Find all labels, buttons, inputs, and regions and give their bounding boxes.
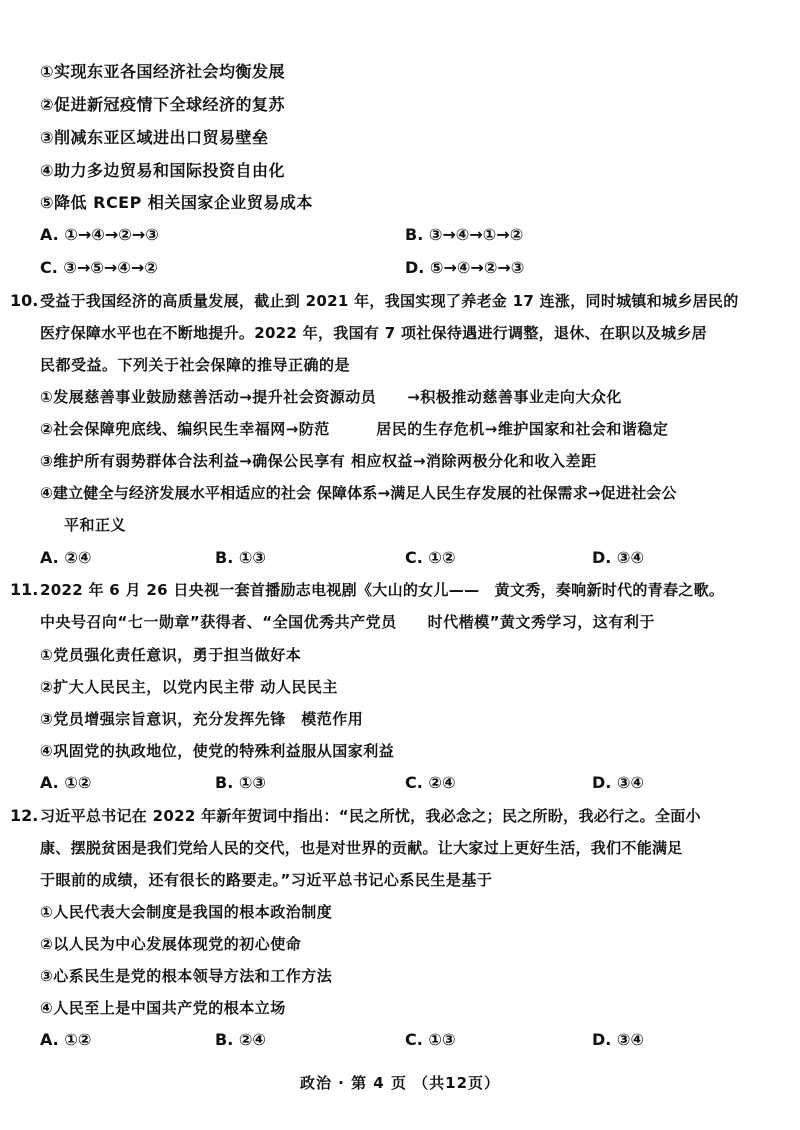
q9-option-d: D. ⑤→④→②→③ — [405, 258, 525, 277]
q9-item-4: ④助力多边贸易和国际投资自由化 — [40, 161, 286, 180]
q11-item-3: ③党员增强宗旨意识，充分发挥先锋 模范作用 — [40, 710, 364, 728]
q12-stem-1: 习近平总书记在 2022 年新年贺词中指出：“民之所忧，我必念之；民之所盼，我必行之。全面小 — [40, 807, 701, 825]
q10-stem-1: 受益于我国经济的高质量发展，截止到 2021 年，我国实现了养老金 17 连涨，同时城镇和城乡居民的 — [40, 292, 739, 310]
q9-option-c: C. ③→⑤→④→② — [40, 258, 158, 277]
q10-stem-3: 民都受益。下列关于社会保障的推导正确的是 — [40, 356, 351, 374]
q10-item-2: ②社会保障兜底线、编织民生幸福网→防范 居民的生存危机→维护国家和社会和谐稳定 — [40, 420, 669, 438]
q11-option-a: A. ①② — [40, 773, 92, 792]
q10-item-4-cont: 平和正义 — [64, 516, 127, 534]
q12-option-d: D. ③④ — [592, 1030, 645, 1049]
page-footer: 政治 · 第 4 页 （共12页） — [299, 1074, 501, 1092]
q11-stem-1: 2022 年 6 月 26 日央视一套首播励志电视剧《大山的女儿—— 黄文秀，奏响新时代的青春之歌。 — [40, 581, 725, 599]
q12-number: 12. — [10, 806, 39, 825]
q11-stem-2: 中央号召向“七一勋章”获得者、“全国优秀共产党员 时代楷模”黄文秀学习，这有利于 — [40, 613, 655, 631]
q12-stem-2: 康、摆脱贫困是我们党给人民的交代，也是对世界的贡献。让大家过上更好生活，我们不能满足 — [40, 839, 683, 857]
q12-item-3: ③心系民生是党的根本领导方法和工作方法 — [40, 967, 333, 985]
q12-option-a: A. ①② — [40, 1030, 92, 1049]
q12-option-c: C. ①③ — [405, 1030, 456, 1049]
q9-option-b: B. ③→④→①→② — [405, 225, 524, 244]
q11-number: 11. — [10, 580, 39, 599]
q9-item-3: ③削减东亚区域进出口贸易壁垒 — [40, 128, 269, 147]
q12-stem-3: 于眼前的成绩，还有很长的路要走。”习近平总书记心系民生是基于 — [40, 871, 493, 889]
q9-item-2: ②促进新冠疫情下全球经济的复苏 — [40, 95, 286, 114]
q12-item-4: ④人民至上是中国共产党的根本立场 — [40, 999, 286, 1017]
q11-option-b: B. ①③ — [215, 773, 266, 792]
q9-option-a: A. ①→④→②→③ — [40, 225, 159, 244]
q11-item-1: ①党员强化责任意识，勇于担当做好本 — [40, 646, 302, 664]
q10-option-b: B. ①③ — [215, 548, 266, 567]
q12-item-2: ②以人民为中心发展体现党的初心使命 — [40, 935, 302, 953]
q12-option-b: B. ②④ — [215, 1030, 266, 1049]
q11-item-4: ④巩固党的执政地位，使党的特殊利益服从国家利益 — [40, 742, 395, 760]
q9-item-1: ①实现东亚各国经济社会均衡发展 — [40, 62, 286, 81]
q11-option-d: D. ③④ — [592, 773, 645, 792]
q11-item-2: ②扩大人民民主，以党内民主带 动人民民主 — [40, 678, 338, 696]
q10-item-1: ①发展慈善事业鼓励慈善活动→提升社会资源动员 →积极推动慈善事业走向大众化 — [40, 388, 622, 406]
q10-option-d: D. ③④ — [592, 548, 645, 567]
q10-item-4: ④建立健全与经济发展水平相适应的社会 保障体系→满足人民生存发展的社保需求→促进社会公 — [40, 484, 677, 502]
q11-option-c: C. ②④ — [405, 773, 456, 792]
q9-item-5: ⑤降低 RCEP 相关国家企业贸易成本 — [40, 193, 313, 212]
q10-option-c: C. ①② — [405, 548, 456, 567]
q10-stem-2: 医疗保障水平也在不断地提升。2022 年，我国有 7 项社保待遇进行调整，退休、在职以及城乡居 — [40, 324, 707, 342]
q10-number: 10. — [10, 291, 39, 310]
q10-option-a: A. ②④ — [40, 548, 92, 567]
q10-item-3: ③维护所有弱势群体合法利益→确保公民享有 相应权益→消除两极分化和收入差距 — [40, 452, 597, 470]
q12-item-1: ①人民代表大会制度是我国的根本政治制度 — [40, 903, 333, 921]
